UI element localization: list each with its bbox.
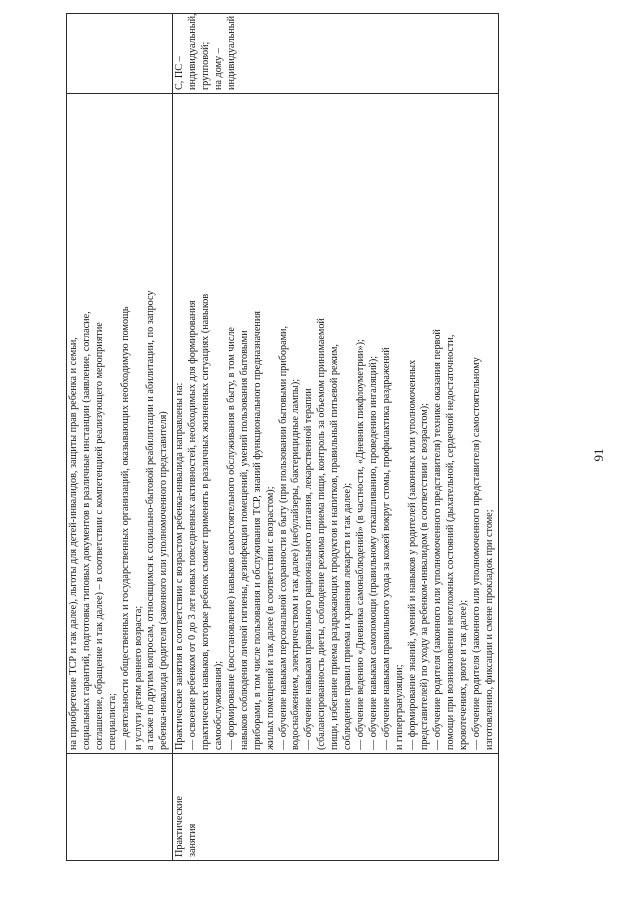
rehabilitation-table	[66, 13, 499, 861]
section-label-line: занятия	[187, 823, 199, 857]
content-line: — обучение навыкам самопомощи (правильному откашливанию, проведению ингаляций);	[367, 355, 379, 750]
content-line: — обучение навыкам персональной сохранности в быту (при пользовании бытовыми приборами,	[277, 325, 289, 750]
form-line: индивидуальный,	[187, 13, 199, 90]
page-number: 91	[591, 448, 606, 462]
content-line: на приобретение ТСР и так далее), льготы для детей-инвалидов, защиты прав ребенка и семьи,	[68, 337, 79, 750]
content-line: представителей) по уходу за ребенком-инвалидом (в соответствии с возрастом);	[419, 403, 431, 750]
content-line: — обучение навыкам правильного ухода за кожей вокруг стомы, профилактика раздражений	[380, 347, 392, 750]
form-line: групповой;	[200, 41, 212, 90]
content-line: практических навыков, которые ребенок сможет применять в различных жизненных ситуациях (навыков	[200, 293, 212, 750]
content-line: социальных гарантий, подготовка типовых документов в различные инстанции (заявление, согласие,	[80, 311, 92, 750]
form-cell-empty	[67, 14, 173, 94]
content-line: — формирование знаний, умений и навыков у родителей (законных или уполномоченных	[406, 359, 418, 750]
section-label-line: Практические	[174, 795, 186, 857]
content-line: — обучение навыкам правильного рационального питания, лекарственной терапии	[303, 388, 315, 750]
section-label-cell	[173, 754, 499, 861]
content-line: Практические занятия в соответствии с возрастом ребенка-инвалида направлены на:	[174, 382, 186, 750]
table-row-continuation	[67, 14, 173, 861]
content-line: соблюдение правил приема и хранения лекарств и так далее);	[342, 482, 354, 750]
content-line: кровотечениях, рвоте и так далее);	[458, 599, 470, 750]
content-line: — формирование (восстановление) навыков самостоятельного обслуживания в быту, в том числе	[225, 327, 237, 750]
content-line: — обучение родителя (законного или уполномоченного представителя) самостоятельному	[471, 357, 483, 750]
content-line: а также по другим вопросам, относящимся к социально-бытовой реабилитации и абилитации, по запросу	[145, 290, 157, 750]
content-line: — обучение родителя (законного или уполномоченного представителя) технике оказания первой	[432, 329, 444, 750]
section-label-cell-empty	[67, 754, 173, 861]
form-line: С, ПС –	[174, 56, 186, 90]
content-line: изготовлению, фиксации и смене прокладок при стоме;	[484, 509, 495, 750]
content-line: специалиста;	[106, 693, 118, 750]
content-line: соглашение, обращение и так далее) – в соответствии с компетенцией реализующего мероприятие	[93, 322, 105, 750]
content-line: — освоение ребенком от 0 до 3 лет новых повседневных активностей, необходимых для формирования	[187, 300, 199, 750]
content-line: и гипергрануляции;	[393, 664, 405, 750]
content-line: — деятельности общественных и государственных организаций, оказывающих необходимую помощь	[119, 306, 131, 750]
table-row-practical	[173, 14, 499, 861]
content-line: водоснабжением, электричеством и так далее) (небулайзеры, бактерицидные лампы);	[290, 378, 302, 750]
content-line: жилых помещений и так далее (в соответствии с возрастом);	[264, 486, 276, 750]
form-line: на дому –	[212, 48, 224, 90]
form-line: индивидуальный	[225, 15, 237, 90]
content-line: и услуги детям раннего возраста;	[132, 605, 144, 750]
content-line: приборами, в том числе пользования и обслуживания ТСР, знаний функционального предназначения	[251, 311, 263, 750]
content-line: навыков соблюдения личной гигиены, дезинфекции помещений, умений пользования бытовыми	[238, 330, 250, 750]
form-cell	[173, 14, 499, 94]
content-line: самообслуживания);	[212, 660, 224, 750]
content-line: — обучение ведению «Дневника самонаблюдений» (в частности, «Дневник пикфлоуметрии»);	[354, 339, 366, 750]
content-line: пищи, избегание приема раздражающих продуктов и напитков, правильный питьевой режим,	[329, 344, 341, 750]
content-line: (сбалансированность диеты, соблюдение режима приема пищи, контроль за объемом принимаемой	[316, 318, 328, 750]
practical-content-cell	[173, 94, 499, 754]
continuation-content-cell	[67, 94, 173, 754]
content-line: помощи при возникновении неотложных состояний (дыхательной, сердечной недостаточности,	[445, 334, 457, 750]
content-line: ребенка-инвалида (родителя (законного или уполномоченного представителя)	[158, 411, 170, 750]
